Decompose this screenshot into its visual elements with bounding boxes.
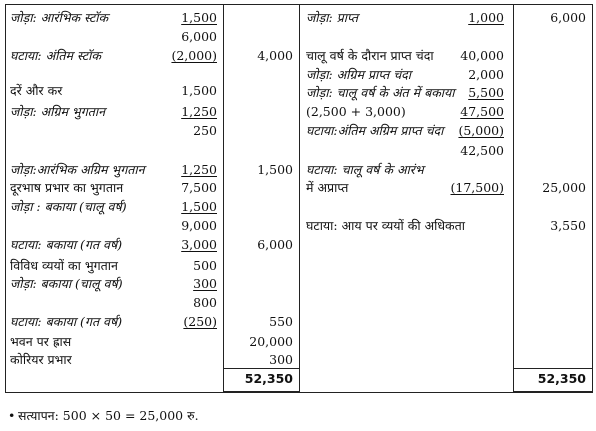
row-total: 6,000 xyxy=(550,10,586,25)
row-label: जोड़ा: चालू वर्ष के अंत में बकाया xyxy=(306,85,455,100)
accounts-table xyxy=(5,4,593,393)
row-label: दरें और कर xyxy=(10,83,63,98)
row-total: 4,000 xyxy=(257,48,293,63)
total-rule xyxy=(513,391,592,392)
row-total: 6,000 xyxy=(257,237,293,252)
row-label: जोड़ा: अग्रिम भुगतान xyxy=(10,104,106,119)
total-rule xyxy=(223,368,299,369)
row-label: जोड़ा: बकाया (चालू वर्ष) xyxy=(10,276,123,291)
row-label: घटाया: बकाया (गत वर्ष) xyxy=(10,314,123,329)
row-label: घटाया: बकाया (गत वर्ष) xyxy=(10,237,123,252)
total-rule xyxy=(223,391,299,392)
bullet-icon: • xyxy=(8,408,16,423)
row-label: घटाया:अंतिम अग्रिम प्राप्त चंदा xyxy=(306,123,444,138)
row-amount: 250 xyxy=(193,123,217,138)
row-amount: (17,500) xyxy=(450,180,504,195)
row-label: (2,500 + 3,000) xyxy=(306,104,406,119)
row-total: 20,000 xyxy=(249,334,293,349)
row-amount: 1,500 xyxy=(181,83,217,98)
row-label: जोड़ा: अग्रिम प्राप्त चंदा xyxy=(306,67,412,82)
total-rule xyxy=(513,368,592,369)
row-label: कोरियर प्रभार xyxy=(10,352,72,367)
row-amount: 1,000 xyxy=(468,10,504,25)
row-amount: (2,000) xyxy=(171,48,217,63)
row-total: 25,000 xyxy=(542,180,586,195)
row-amount: 500 xyxy=(193,258,217,273)
column-divider xyxy=(299,5,300,392)
left-grand-total: 52,350 xyxy=(244,371,293,386)
row-amount: 1,500 xyxy=(181,10,217,25)
row-amount: 9,000 xyxy=(181,218,217,233)
row-total: 300 xyxy=(269,352,293,367)
row-label: चालू वर्ष के दौरान प्राप्त चंदा xyxy=(306,48,434,63)
right-grand-total: 52,350 xyxy=(537,371,586,386)
row-amount: (5,000) xyxy=(458,123,504,138)
note-text: सत्यापन: 500 × 50 = 25,000 रु. xyxy=(18,408,199,423)
row-total: 3,550 xyxy=(550,218,586,233)
row-amount: 47,500 xyxy=(460,104,504,119)
row-total: 1,500 xyxy=(257,162,293,177)
row-label: जोड़ा: प्राप्त xyxy=(306,10,358,25)
row-label: जोड़ा : बकाया (चालू वर्ष) xyxy=(10,199,127,214)
verification-note xyxy=(8,408,199,424)
row-label: घटाया: अंतिम स्टॉक xyxy=(10,48,101,63)
row-amount: 1,500 xyxy=(181,199,217,214)
row-label: जोड़ा: आरंभिक स्टॉक xyxy=(10,10,109,25)
row-label: भवन पर ह्रास xyxy=(10,334,72,349)
row-total: 550 xyxy=(269,314,293,329)
row-amount: 3,000 xyxy=(181,237,217,252)
row-amount: 800 xyxy=(193,295,217,310)
row-amount: 300 xyxy=(193,276,217,291)
row-label: घटाया: चालू वर्ष के आरंभ xyxy=(306,162,424,177)
row-amount: (250) xyxy=(183,314,217,329)
row-amount: 2,000 xyxy=(468,67,504,82)
row-amount: 42,500 xyxy=(460,143,504,158)
row-label: दूरभाष प्रभार का भुगतान xyxy=(10,180,124,195)
row-label: विविध व्ययों का भुगतान xyxy=(10,258,118,273)
row-label: में अप्राप्त xyxy=(306,180,349,195)
row-amount: 6,000 xyxy=(181,29,217,44)
row-amount: 7,500 xyxy=(181,180,217,195)
row-amount: 40,000 xyxy=(460,48,504,63)
column-divider xyxy=(513,5,514,392)
row-label: जोड़ा:आरंभिक अग्रिम भुगतान xyxy=(10,162,145,177)
row-amount: 1,250 xyxy=(181,162,217,177)
row-amount: 5,500 xyxy=(468,85,504,100)
row-amount: 1,250 xyxy=(181,104,217,119)
row-label: घटाया: आय पर व्ययों की अधिकता xyxy=(306,218,466,233)
